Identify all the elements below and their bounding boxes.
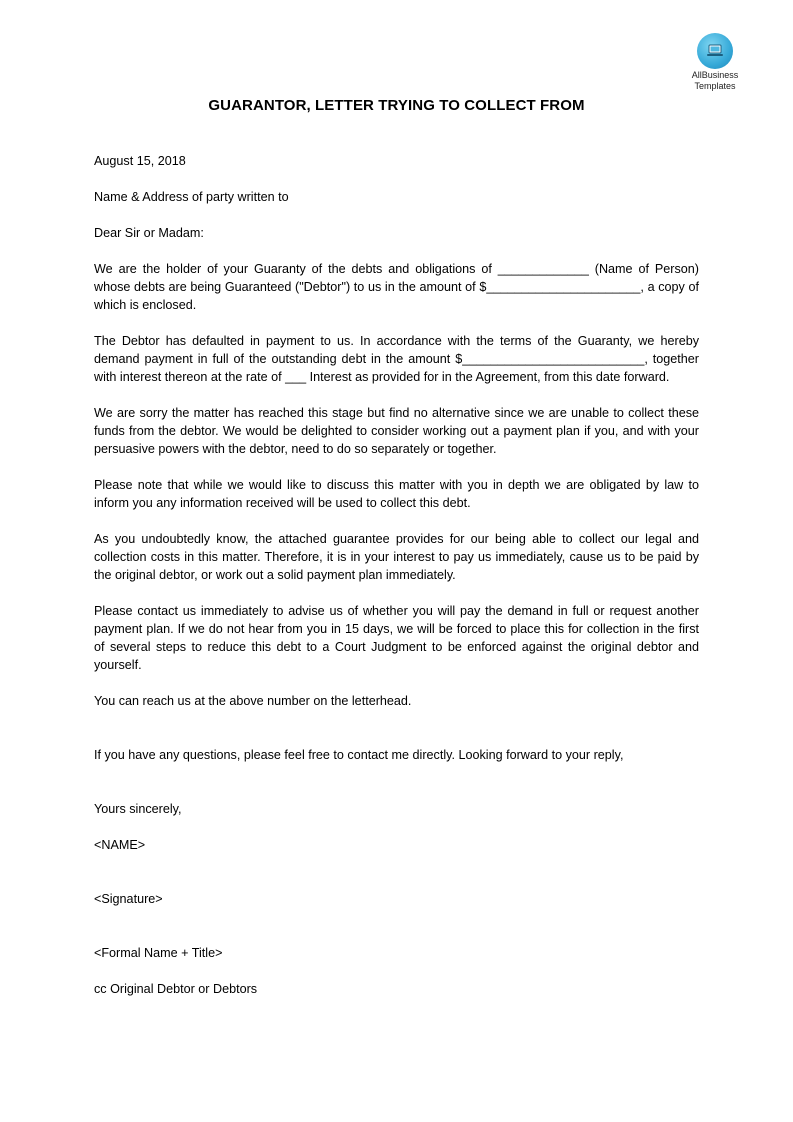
letter-date: August 15, 2018	[94, 154, 186, 168]
page-title: GUARANTOR, LETTER TRYING TO COLLECT FROM	[208, 97, 585, 114]
paragraph-reach-us: You can reach us at the above number on the letterhead.	[94, 694, 412, 708]
paragraph-costs: As you undoubtedly know, the attached guarantee provides for our being able to collect our legal and collection costs in this matter. Therefore, it is in your interest to pay us immediately, cause us to be paid by the original debtor, or work out a solid payment plan immediately.	[94, 532, 699, 582]
salutation: Dear Sir or Madam:	[94, 226, 204, 240]
formal-name-placeholder: <Formal Name + Title>	[94, 946, 223, 960]
letter-body	[94, 152, 699, 998]
paragraph-contact: Please contact us immediately to advise us of whether you will pay the demand in full or request another payment plan. If we do not hear from you in 15 days, we will be forced to place this for collection in the first of several steps to reduce this debt to a Court Judgment to be enforced against the original debtor and yourself.	[94, 604, 699, 672]
sign-off: Yours sincerely,	[94, 802, 182, 816]
recipient-address: Name & Address of party written to	[94, 190, 289, 204]
paragraph-guaranty: We are the holder of your Guaranty of the debts and obligations of _____________ (Name of Person) whose debts are being Guaranteed ("Debtor") to us in the amount of $______________________, a copy of which is enclosed.	[94, 262, 699, 312]
signature-placeholder: <Signature>	[94, 892, 163, 906]
logo-text-line-1: AllBusiness	[691, 70, 739, 80]
cc-line: cc Original Debtor or Debtors	[94, 982, 258, 996]
paragraph-legal-notice: Please note that while we would like to discuss this matter with you in depth we are obligated by law to inform you any information received will be used to collect this debt.	[94, 478, 699, 510]
closing-question: If you have any questions, please feel free to contact me directly. Looking forward to your reply,	[94, 748, 624, 762]
paragraph-default: The Debtor has defaulted in payment to us. In accordance with the terms of the Guaranty, we hereby demand payment in full of the outstanding debt in the amount $__________________________, together with interest thereon at the rate of ___ Interest as provided for in the Agreement, from this date forward.	[94, 334, 699, 384]
name-placeholder: <NAME>	[94, 838, 146, 852]
laptop-icon	[697, 33, 733, 69]
paragraph-sorry: We are sorry the matter has reached this stage but find no alternative since we are unable to collect these funds from the debtor. We would be delighted to consider working out a payment plan if you, and with your persuasive powers with the debtor, need to do so separately or together.	[94, 406, 699, 456]
logo-text-line-2: Templates	[694, 81, 736, 91]
allbusiness-logo	[680, 33, 750, 91]
